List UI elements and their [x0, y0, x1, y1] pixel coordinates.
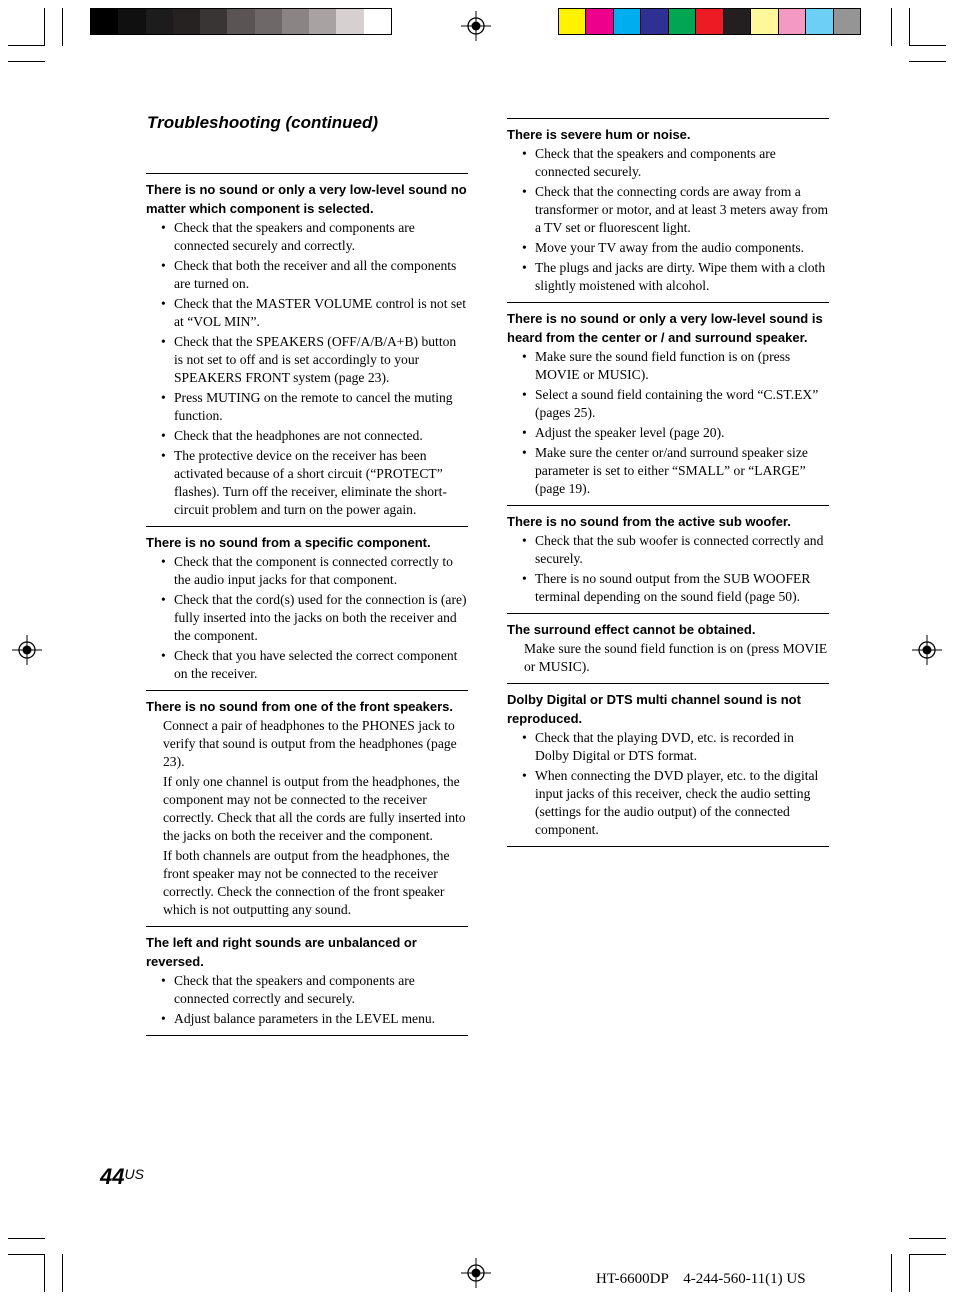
- bullet-list: [507, 348, 829, 498]
- color-swatch: [641, 9, 668, 34]
- crop-mark: [44, 8, 45, 46]
- bullet-item: • The plugs and jacks are dirty. Wipe them with a cloth slightly moistened with alcohol.: [507, 259, 829, 295]
- color-swatch: [364, 9, 391, 34]
- registration-mark-icon: [461, 11, 491, 41]
- body-paragraph: If only one channel is output from the headphones, the component may not be connected to the receiver correctly. Check that all the cords are fully inserted into the jacks on both the receiver and the component.: [163, 774, 466, 843]
- bullet-item: • Check that the playing DVD, etc. is recorded in Dolby Digital or DTS format.: [507, 729, 829, 765]
- footer-code: 4-244-560-11(1) US: [683, 1271, 806, 1287]
- section-heading: There is no sound from one of the front speakers.: [146, 699, 453, 714]
- troubleshooting-section: [146, 173, 468, 526]
- bullet-item: • When connecting the DVD player, etc. to the digital input jacks of this receiver, check the audio setting (settings for the audio output) of the connected component.: [507, 767, 829, 839]
- crop-mark: [8, 1238, 45, 1239]
- bullet-item: • Check that the connecting cords are away from a transformer or motor, and at least 3 meters away from a TV set or fluorescent light.: [507, 183, 829, 237]
- bullet-item: • Adjust the speaker level (page 20).: [507, 424, 829, 442]
- crop-mark: [891, 8, 892, 46]
- bullet-list: [507, 729, 829, 839]
- bullet-item: • There is no sound output from the SUB WOOFER terminal depending on the sound field (page 50).: [507, 570, 829, 606]
- section-heading: There is no sound from a specific component.: [146, 535, 431, 550]
- bullet-item: • Check that the headphones are not connected.: [146, 427, 468, 445]
- footer: [596, 1271, 806, 1288]
- bullet-item: • Check that you have selected the correct component on the receiver.: [146, 647, 468, 683]
- color-swatch: [751, 9, 778, 34]
- bullet-item: • Check that the SPEAKERS (OFF/A/B/A+B) button is not set to off and is set accordingly to your SPEAKERS FRONT system (page 23).: [146, 333, 468, 387]
- crop-mark: [909, 61, 946, 62]
- left-column: [146, 173, 468, 1036]
- bullet-item: • Check that the speakers and components are connected securely and correctly.: [146, 219, 468, 255]
- color-swatch: [173, 9, 200, 34]
- section-heading: There is no sound or only a very low-level sound no matter which component is selected.: [146, 182, 467, 216]
- color-swatch: [227, 9, 254, 34]
- crop-mark: [909, 8, 910, 46]
- bullet-item: • Make sure the center or/and surround speaker size parameter is set to either “SMALL” or “LARGE” (page 19).: [507, 444, 829, 498]
- troubleshooting-section: [146, 526, 468, 690]
- color-swatch: [309, 9, 336, 34]
- color-swatch: [282, 9, 309, 34]
- color-swatch: [255, 9, 282, 34]
- page-number: [100, 1164, 144, 1190]
- body-paragraph: Make sure the sound field function is on (press MOVIE or MUSIC).: [524, 641, 828, 674]
- crop-mark: [909, 1238, 946, 1239]
- color-swatch: [200, 9, 227, 34]
- color-swatch: [146, 9, 173, 34]
- color-swatch: [586, 9, 613, 34]
- bullet-item: • Check that the component is connected correctly to the audio input jacks for that component.: [146, 553, 468, 589]
- color-swatch: [118, 9, 145, 34]
- troubleshooting-section: [507, 118, 829, 302]
- bullet-list: [146, 972, 468, 1028]
- registration-mark-icon: [461, 1258, 491, 1288]
- troubleshooting-section: [146, 690, 468, 926]
- page-title: Troubleshooting (continued): [147, 113, 379, 132]
- color-swatch: [806, 9, 833, 34]
- color-swatch: [669, 9, 696, 34]
- section-heading: The surround effect cannot be obtained.: [507, 622, 756, 637]
- bullet-item: • Check that the cord(s) used for the connection is (are) fully inserted into the jacks on both the receiver and the component.: [146, 591, 468, 645]
- troubleshooting-section: [507, 613, 829, 683]
- color-swatch: [336, 9, 363, 34]
- color-swatch: [559, 9, 586, 34]
- troubleshooting-section: [507, 505, 829, 613]
- crop-mark: [8, 45, 45, 46]
- bullet-item: • Check that the MASTER VOLUME control is not set at “VOL MIN”.: [146, 295, 468, 331]
- color-swatch: [696, 9, 723, 34]
- section-heading: There is no sound from the active sub woofer.: [507, 514, 791, 529]
- grayscale-calibration-bar: [90, 8, 392, 35]
- crop-mark: [891, 1254, 892, 1292]
- section-heading: The left and right sounds are unbalanced or reversed.: [146, 935, 417, 969]
- page-number-value: 44: [100, 1164, 125, 1189]
- crop-mark: [44, 1254, 45, 1292]
- right-column: [507, 118, 829, 847]
- bullet-item: • The protective device on the receiver has been activated because of a short circuit (“PROTECT” flashes). Turn off the receiver, eliminate the short-circuit problem and turn on the power again.: [146, 447, 468, 519]
- bullet-item: • Check that both the receiver and all the components are turned on.: [146, 257, 468, 293]
- body-paragraph: Connect a pair of headphones to the PHONES jack to verify that sound is output from the headphones (page 23).: [163, 718, 457, 769]
- section-heading: Dolby Digital or DTS multi channel sound is not reproduced.: [507, 692, 801, 726]
- bullet-item: • Check that the speakers and components are connected securely.: [507, 145, 829, 181]
- color-swatch: [779, 9, 806, 34]
- footer-model: HT-6600DP: [596, 1271, 669, 1287]
- bullet-list: [146, 219, 468, 519]
- crop-mark: [909, 1254, 946, 1255]
- bullet-item: • Select a sound field containing the word “C.ST.EX” (pages 25).: [507, 386, 829, 422]
- color-swatch: [91, 9, 118, 34]
- troubleshooting-section: [507, 683, 829, 847]
- bullet-item: • Make sure the sound field function is on (press MOVIE or MUSIC).: [507, 348, 829, 384]
- page-number-suffix: US: [124, 1166, 144, 1182]
- section-heading: There is severe hum or noise.: [507, 127, 691, 142]
- bullet-item: • Check that the sub woofer is connected correctly and securely.: [507, 532, 829, 568]
- body-paragraph: If both channels are output from the headphones, the front speaker may not be connected to the receiver correctly. Check the connection of the front speaker which is not outputting any sound.: [163, 848, 450, 917]
- bullet-item: • Check that the speakers and components are connected correctly and securely.: [146, 972, 468, 1008]
- bullet-item: • Move your TV away from the audio components.: [507, 239, 829, 257]
- bullet-item: • Press MUTING on the remote to cancel the muting function.: [146, 389, 468, 425]
- bullet-item: • Adjust balance parameters in the LEVEL menu.: [146, 1010, 468, 1028]
- bullet-list: [507, 532, 829, 606]
- color-swatch: [614, 9, 641, 34]
- bullet-list: [507, 145, 829, 295]
- registration-mark-icon: [912, 635, 942, 665]
- troubleshooting-section: [507, 302, 829, 505]
- section-heading: There is no sound or only a very low-level sound is heard from the center or / and surround speaker.: [507, 311, 823, 345]
- color-swatch: [834, 9, 860, 34]
- crop-mark: [8, 61, 45, 62]
- crop-mark: [62, 1254, 63, 1292]
- color-swatch: [724, 9, 751, 34]
- crop-mark: [8, 1254, 45, 1255]
- crop-mark: [62, 8, 63, 46]
- registration-mark-icon: [12, 635, 42, 665]
- crop-mark: [909, 45, 946, 46]
- color-calibration-bar: [558, 8, 861, 35]
- troubleshooting-section: [146, 926, 468, 1036]
- bullet-list: [146, 553, 468, 683]
- crop-mark: [909, 1254, 910, 1292]
